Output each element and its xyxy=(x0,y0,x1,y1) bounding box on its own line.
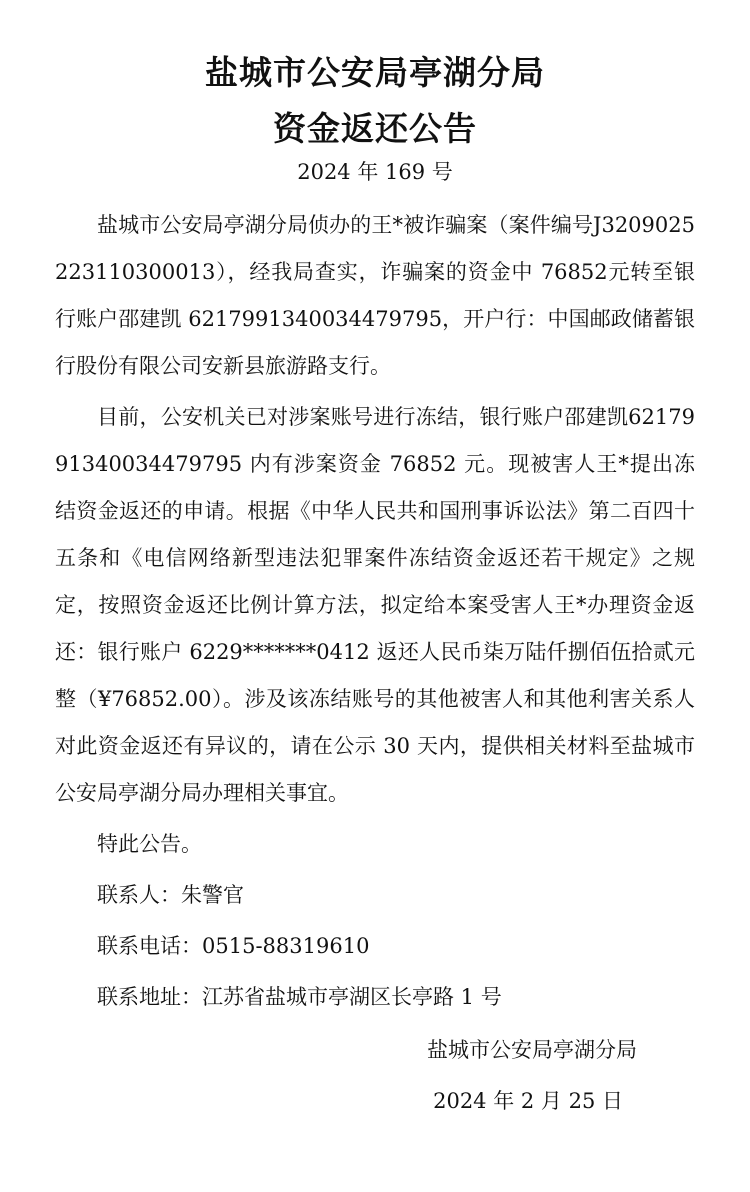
document-number: 2024 年 169 号 xyxy=(297,160,453,184)
contact-person: 联系人：朱警官 xyxy=(97,883,244,907)
contact-address: 联系地址：江苏省盐城市亭湖区长亭路 1 号 xyxy=(97,985,502,1009)
refund-details-paragraph: 目前，公安机关已对涉案账号进行冻结，银行账户邵建凯6217991340034479795 内有涉案资金 76852 元。现被害人王*提出冻结资金返还的申请。根据《中华人民共和国刑事诉讼法》第二百四十五条和《电信网络新型违法犯罪案件冻结资金返还若干规定》之规定，按照资金返还比例计算方法，拟定给本案受害人王*办理资金返还：银行账户 6229*******0412 返还人民币柒万陆仟捌佰伍拾贰元整（¥76852.00）。涉及该冻结账号的其他被害人和其他利害关系人对此资金返还有异议的，请在公示 30 天内，提供相关材料至盐城市公安局亭湖分局办理相关事宜。 xyxy=(55,405,695,805)
closing-statement: 特此公告。 xyxy=(97,832,202,856)
signature-date: 2024 年 2 月 25 日 xyxy=(433,1089,623,1113)
contact-phone: 联系电话：0515-88319610 xyxy=(97,934,370,958)
signature-organization: 盐城市公安局亭湖分局 xyxy=(427,1038,637,1062)
case-description-paragraph: 盐城市公安局亭湖分局侦办的王*被诈骗案（案件编号J3209025223110300013），经我局查实，诈骗案的资金中 76852元转至银行账户邵建凯 6217991340034479795，开户行：中国邮政储蓄银行股份有限公司安新县旅游路支行。 xyxy=(55,213,695,378)
document-title-issuer: 盐城市公安局亭湖分局 xyxy=(205,53,545,92)
document-title-subject: 资金返还公告 xyxy=(273,109,477,148)
